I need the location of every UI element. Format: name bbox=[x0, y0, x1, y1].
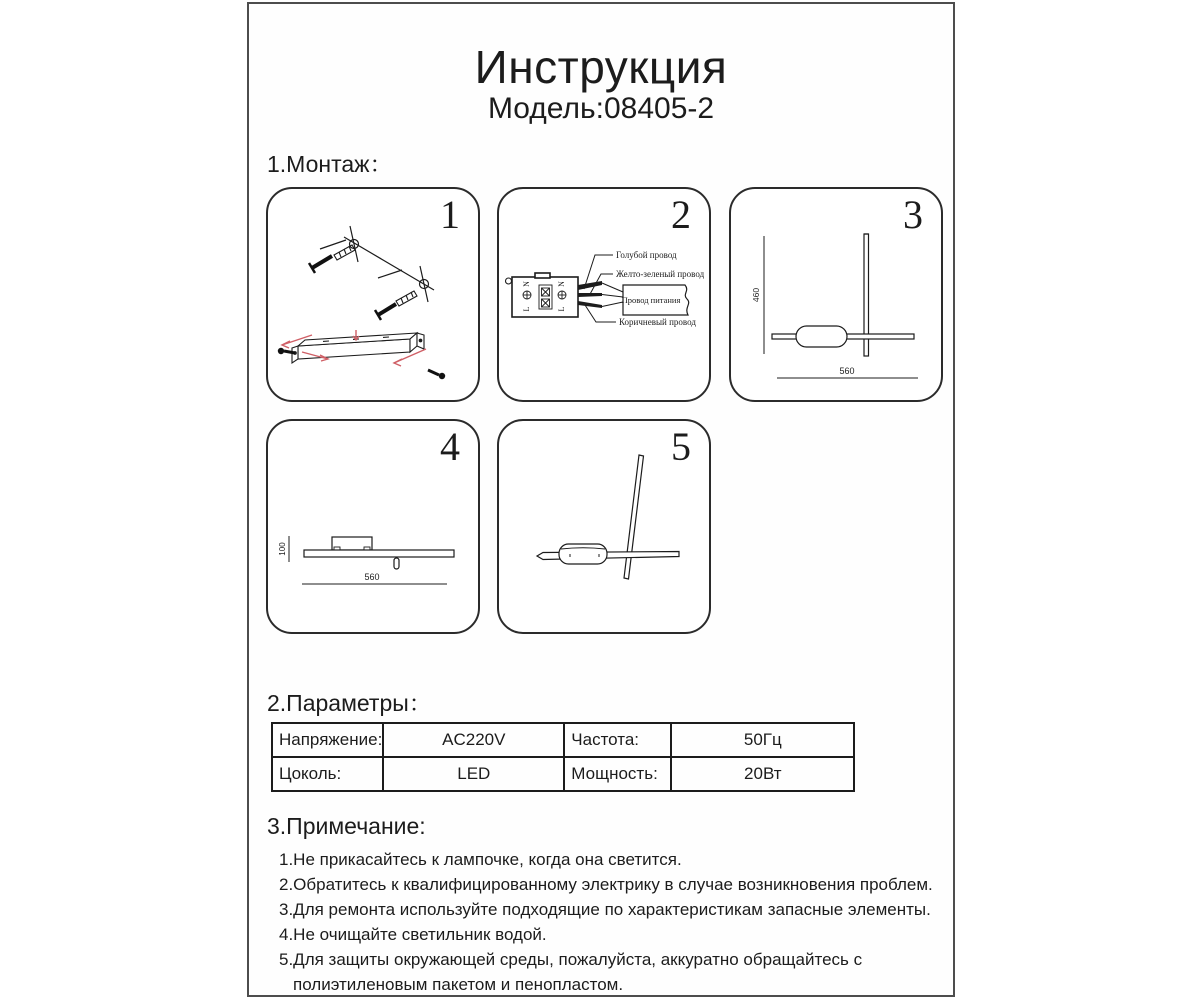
param-value-socket: LED bbox=[383, 757, 564, 791]
power-cable-label: Провод питания bbox=[621, 295, 681, 305]
param-value-voltage: AC220V bbox=[383, 723, 564, 757]
panel-step-1 bbox=[266, 187, 480, 402]
document-page bbox=[247, 2, 955, 997]
lamp-bar-side bbox=[304, 550, 454, 557]
param-value-frequency: 50Гц bbox=[671, 723, 854, 757]
step-number: 5 bbox=[671, 424, 691, 469]
dimension-label-100: 100 bbox=[278, 542, 287, 556]
note-item: 2.Обратитесь к квалифицированному электрику в случае возникновения проблем. bbox=[279, 875, 933, 894]
panel-step-3 bbox=[729, 187, 943, 402]
dimension-label-560: 560 bbox=[839, 366, 855, 376]
horizontal-lamp-bar bbox=[537, 552, 679, 560]
wiring-diagram bbox=[499, 189, 709, 400]
mounting-anchors-diagram bbox=[268, 189, 478, 400]
terminal-label-l: L bbox=[522, 306, 531, 312]
lamp-base-capsule bbox=[796, 326, 847, 347]
panel-step-5 bbox=[497, 419, 711, 634]
screw bbox=[375, 304, 396, 320]
param-label-power: Мощность: bbox=[564, 757, 671, 791]
parameters-table bbox=[271, 722, 855, 792]
screw bbox=[309, 256, 332, 273]
param-label-voltage: Напряжение: bbox=[272, 723, 383, 757]
panel-step-4 bbox=[266, 419, 480, 634]
param-value-power: 20Вт bbox=[671, 757, 854, 791]
step-number: 3 bbox=[903, 192, 923, 237]
note-item: 3.Для ремонта используйте подходящие по характеристикам запасные элементы. bbox=[279, 900, 931, 919]
step-number: 4 bbox=[440, 424, 460, 469]
param-label-socket: Цоколь: bbox=[272, 757, 383, 791]
note-item: 5.Для защиты окружающей среды, пожалуйста, аккуратно обращайтесь с полиэтиленовым пакетом и пенопластом. bbox=[279, 950, 863, 994]
terminal-label-l: L bbox=[557, 306, 566, 312]
dimension-label-560: 560 bbox=[364, 572, 380, 582]
side-view-diagram bbox=[268, 421, 478, 632]
note-item: 4.Не очищайте светильник водой. bbox=[279, 925, 547, 944]
param-label-frequency: Частота: bbox=[564, 723, 671, 757]
wires bbox=[578, 281, 623, 308]
wire-label-blue: Голубой провод bbox=[616, 250, 677, 260]
wire-label-brown: Коричневый провод bbox=[619, 317, 696, 327]
section-heading-params: 2.Параметры： bbox=[267, 690, 432, 716]
dimension-label-460: 460 bbox=[751, 287, 761, 303]
wire-label-yellow-green: Желто-зеленый провод bbox=[616, 269, 705, 279]
hanging-pin bbox=[394, 558, 399, 569]
section-heading-montage: 1.Монтаж： bbox=[267, 151, 393, 177]
table-row bbox=[272, 723, 854, 757]
front-view-diagram bbox=[731, 189, 941, 400]
lamp-base-capsule bbox=[559, 544, 607, 564]
step-number: 2 bbox=[671, 192, 691, 237]
model-number: Модель:08405-2 bbox=[487, 92, 715, 125]
assembled-lamp-diagram bbox=[499, 421, 709, 632]
panel-step-2 bbox=[497, 187, 711, 402]
note-item: 1.Не прикасайтесь к лампочке, когда она светится. bbox=[279, 850, 682, 869]
diagonal-lamp-bar bbox=[624, 455, 644, 579]
terminal-label-n: N bbox=[522, 281, 531, 287]
wall-anchor bbox=[334, 245, 355, 260]
notes-list bbox=[279, 847, 939, 997]
page-title: Инструкция bbox=[474, 41, 728, 93]
terminal-label-n: N bbox=[557, 281, 566, 287]
section-heading-notes: 3.Примечание: bbox=[267, 813, 426, 839]
table-row bbox=[272, 757, 854, 791]
wall-anchor bbox=[396, 291, 417, 306]
step-number: 1 bbox=[440, 192, 460, 237]
